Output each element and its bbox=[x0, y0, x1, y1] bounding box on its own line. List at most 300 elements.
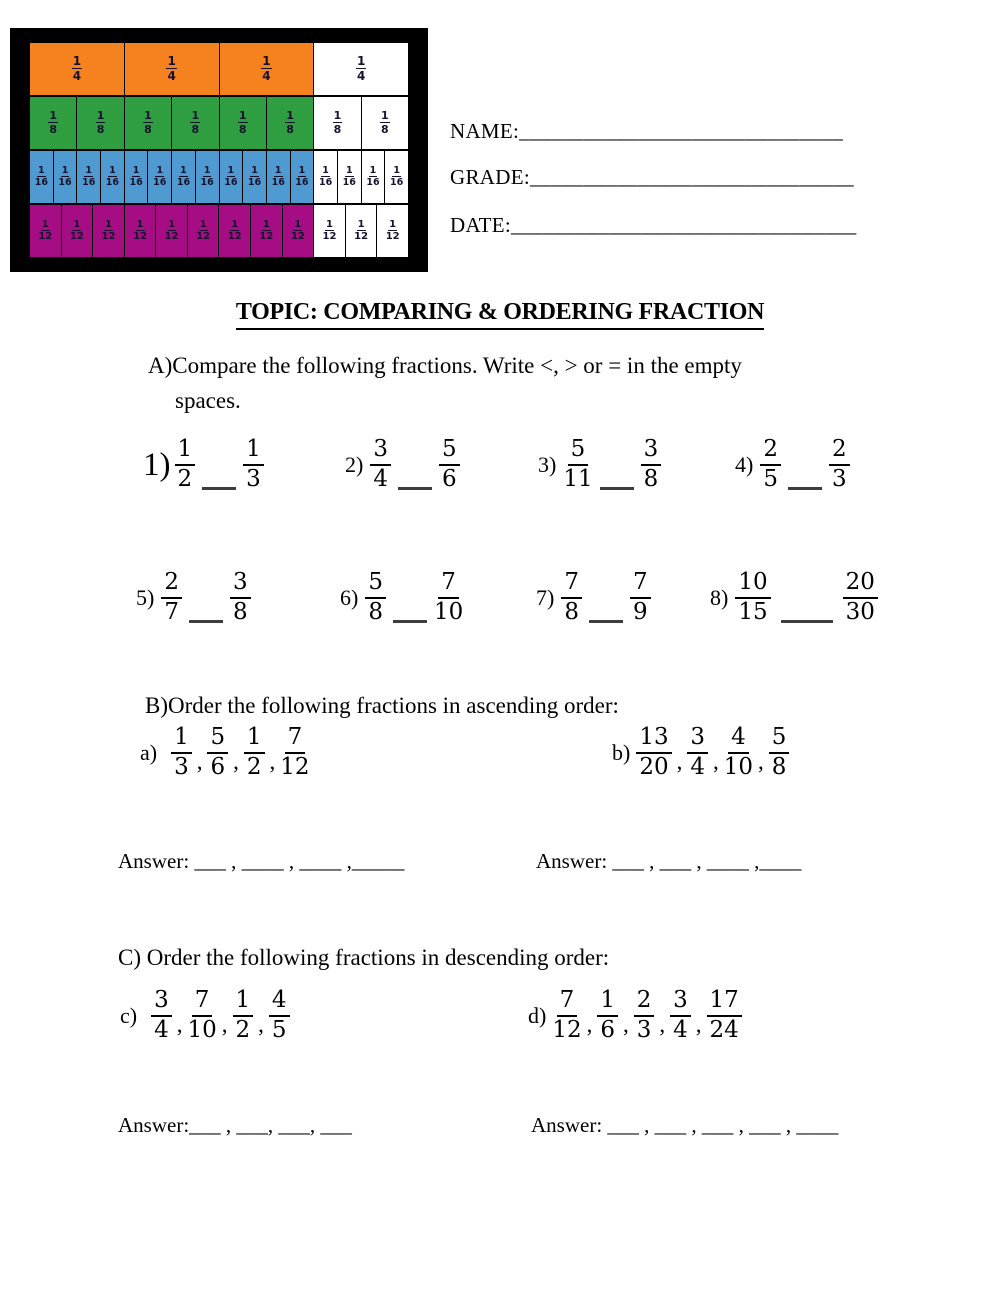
fraction bbox=[35, 166, 48, 188]
fraction-denominator: 6 bbox=[441, 466, 457, 492]
chart-cell-filled bbox=[220, 97, 267, 149]
fraction bbox=[129, 166, 142, 188]
fraction bbox=[323, 220, 337, 243]
fraction-denominator: 12 bbox=[259, 231, 274, 242]
date-field bbox=[450, 213, 857, 238]
fraction bbox=[724, 725, 753, 781]
chart-cell-empty bbox=[314, 43, 408, 95]
fraction bbox=[228, 220, 242, 243]
section-c-heading: C) Order the following fractions in descending order: bbox=[118, 945, 610, 970]
fraction-denominator: 8 bbox=[564, 599, 579, 625]
chart-cell-empty bbox=[338, 151, 362, 203]
fraction-denominator: 12 bbox=[69, 231, 84, 242]
fraction-numerator: 1 bbox=[191, 109, 200, 123]
chart-cell-filled bbox=[125, 205, 157, 257]
chart-cell-filled bbox=[30, 97, 77, 149]
fraction-numerator: 1 bbox=[85, 165, 93, 177]
fraction-numerator: 1 bbox=[298, 165, 306, 177]
chart-row-12ths bbox=[30, 203, 408, 257]
order-problem-b-label: b) bbox=[612, 740, 631, 765]
fraction-denominator: 4 bbox=[673, 1017, 688, 1043]
fraction-numerator: 4 bbox=[728, 725, 749, 754]
fraction bbox=[106, 166, 119, 188]
fraction-numerator: 2 bbox=[161, 570, 182, 599]
chart-cell-filled bbox=[267, 151, 291, 203]
chart-cell-filled bbox=[30, 151, 54, 203]
fraction-numerator: 1 bbox=[322, 165, 329, 177]
compare-problem-7 bbox=[536, 562, 651, 634]
chart-cell-filled bbox=[54, 151, 78, 203]
answer-line-d: Answer: ___ , ___ , ___ , ___ , ____ bbox=[531, 1113, 839, 1137]
fraction-denominator: 8 bbox=[380, 123, 389, 136]
fraction-denominator: 3 bbox=[831, 466, 847, 492]
fraction-denominator: 6 bbox=[600, 1017, 615, 1043]
comma-separator: , bbox=[695, 1011, 702, 1037]
fraction-denominator: 15 bbox=[738, 599, 768, 625]
fraction-denominator: 9 bbox=[632, 599, 648, 625]
fraction-denominator: 12 bbox=[101, 231, 116, 242]
comma-separator: , bbox=[269, 748, 276, 774]
fraction-denominator: 20 bbox=[639, 754, 669, 780]
compare-problem-1 bbox=[143, 429, 264, 501]
fraction-denominator: 4 bbox=[356, 69, 366, 83]
fraction bbox=[224, 166, 237, 188]
fraction-denominator: 10 bbox=[187, 1017, 217, 1043]
fraction-numerator: 13 bbox=[636, 725, 671, 754]
chart-cell-filled bbox=[101, 151, 125, 203]
answer-line-b: Answer: ___ , ___ , ____ ,____ bbox=[536, 849, 802, 873]
fraction bbox=[291, 220, 305, 243]
chart-cell-filled bbox=[220, 43, 315, 95]
fraction-denominator: 8 bbox=[771, 754, 787, 780]
fraction-denominator: 8 bbox=[96, 123, 105, 136]
chart-cell-empty bbox=[346, 205, 378, 257]
fraction bbox=[190, 110, 200, 135]
fraction-denominator: 12 bbox=[164, 231, 179, 242]
grade-line: ______________________________ bbox=[529, 165, 854, 189]
fraction-denominator: 16 bbox=[34, 177, 48, 188]
name-label: NAME: bbox=[450, 119, 520, 143]
fraction-numerator: 3 bbox=[370, 437, 391, 466]
fraction-bar-chart bbox=[10, 28, 428, 272]
fraction bbox=[243, 437, 264, 493]
fraction bbox=[261, 55, 271, 82]
comma-separator: , bbox=[713, 748, 719, 774]
fraction bbox=[670, 988, 691, 1044]
fraction-numerator: 1 bbox=[167, 54, 176, 69]
fraction-denominator: 16 bbox=[58, 177, 72, 188]
fraction-denominator: 16 bbox=[105, 177, 120, 188]
fraction-denominator: 3 bbox=[174, 754, 189, 780]
comma-separator: , bbox=[258, 1011, 264, 1037]
fraction-denominator: 2 bbox=[177, 466, 193, 492]
fraction bbox=[161, 570, 182, 626]
fraction-denominator: 12 bbox=[38, 231, 53, 242]
fraction bbox=[187, 988, 216, 1044]
chart-cell-empty bbox=[314, 205, 346, 257]
section-a-heading bbox=[148, 348, 742, 418]
fraction-numerator: 5 bbox=[769, 725, 790, 754]
fraction-denominator: 8 bbox=[368, 599, 383, 625]
fraction bbox=[687, 725, 708, 781]
fraction-denominator: 4 bbox=[167, 69, 176, 83]
fraction bbox=[201, 166, 214, 188]
fraction-numerator: 1 bbox=[356, 54, 366, 69]
fraction-numerator: 1 bbox=[286, 109, 294, 123]
fraction bbox=[38, 220, 52, 243]
fraction bbox=[165, 220, 179, 243]
fraction-numerator: 1 bbox=[168, 218, 176, 230]
fraction-denominator: 16 bbox=[176, 177, 191, 188]
fraction-numerator: 1 bbox=[251, 165, 258, 177]
problem-number: 3) bbox=[538, 452, 557, 477]
fraction-numerator: 1 bbox=[233, 988, 254, 1017]
fraction bbox=[166, 55, 176, 82]
fraction bbox=[230, 570, 251, 626]
order-problem-b bbox=[612, 720, 789, 786]
chart-cell-filled bbox=[220, 151, 244, 203]
fraction bbox=[238, 110, 248, 135]
fraction-denominator: 16 bbox=[224, 177, 238, 188]
fraction-numerator: 1 bbox=[294, 218, 302, 230]
fraction bbox=[354, 220, 368, 243]
fraction bbox=[295, 166, 308, 188]
fraction-denominator: 11 bbox=[563, 466, 593, 492]
fraction bbox=[177, 166, 190, 188]
fraction-numerator: 20 bbox=[843, 570, 878, 599]
fraction-numerator: 1 bbox=[244, 725, 265, 754]
fraction-numerator: 1 bbox=[227, 165, 235, 177]
compare-problem-6 bbox=[340, 562, 463, 634]
fraction-denominator: 16 bbox=[390, 177, 404, 188]
fraction-numerator: 7 bbox=[630, 570, 651, 599]
fraction-numerator: 3 bbox=[641, 437, 662, 466]
fraction-denominator: 12 bbox=[280, 754, 310, 780]
fraction-numerator: 4 bbox=[269, 988, 290, 1017]
fraction-numerator: 3 bbox=[151, 988, 172, 1017]
fraction bbox=[343, 166, 356, 188]
comparison-answer-blank bbox=[781, 620, 833, 623]
fraction-numerator: 1 bbox=[175, 437, 196, 466]
fraction bbox=[390, 166, 403, 188]
fraction-denominator: 8 bbox=[286, 123, 294, 136]
fraction bbox=[356, 55, 366, 82]
fraction-denominator: 16 bbox=[271, 177, 285, 188]
fraction-denominator: 16 bbox=[295, 177, 309, 188]
fraction-denominator: 4 bbox=[373, 466, 388, 492]
fraction bbox=[365, 570, 386, 626]
fraction-numerator: 1 bbox=[380, 109, 389, 123]
fraction-numerator: 3 bbox=[230, 570, 251, 599]
chart-cell-filled bbox=[172, 97, 219, 149]
comparison-answer-blank bbox=[398, 487, 432, 490]
fraction bbox=[48, 110, 58, 135]
fraction-numerator: 1 bbox=[72, 54, 82, 69]
fraction-denominator: 12 bbox=[290, 231, 305, 242]
grade-field bbox=[450, 165, 854, 190]
fraction bbox=[769, 725, 790, 781]
fraction bbox=[151, 988, 172, 1044]
fraction-denominator: 16 bbox=[247, 177, 262, 188]
fraction bbox=[269, 988, 290, 1044]
fraction bbox=[259, 220, 273, 243]
fraction bbox=[58, 166, 71, 188]
fraction-numerator: 1 bbox=[136, 218, 144, 230]
fraction bbox=[634, 988, 655, 1044]
compare-problem-5 bbox=[136, 562, 251, 634]
fraction-denominator: 16 bbox=[129, 177, 143, 188]
chart-cell-filled bbox=[77, 97, 124, 149]
fraction bbox=[636, 725, 671, 781]
section-b-heading: B)Order the following fractions in ascending order: bbox=[145, 693, 619, 718]
chart-cell-filled bbox=[156, 205, 188, 257]
fraction-numerator: 17 bbox=[707, 988, 742, 1017]
chart-cell-filled bbox=[30, 43, 125, 95]
chart-cell-empty bbox=[362, 97, 408, 149]
fraction-denominator: 5 bbox=[271, 1017, 287, 1043]
fraction-denominator: 16 bbox=[82, 177, 96, 188]
fraction-denominator: 8 bbox=[643, 466, 659, 492]
fraction bbox=[196, 220, 210, 243]
problem-number: 5) bbox=[136, 585, 155, 610]
chart-cell-filled bbox=[188, 205, 220, 257]
fraction-denominator: 6 bbox=[210, 754, 226, 780]
fraction-denominator: 16 bbox=[366, 177, 380, 188]
fraction-denominator: 8 bbox=[232, 599, 248, 625]
fraction bbox=[319, 166, 332, 188]
fraction bbox=[760, 437, 781, 493]
fraction bbox=[233, 988, 254, 1044]
comma-separator: , bbox=[623, 1011, 629, 1037]
chart-cell-filled bbox=[93, 205, 125, 257]
chart-cell-empty bbox=[377, 205, 408, 257]
fraction bbox=[72, 55, 82, 82]
fraction-chart-grid bbox=[30, 43, 408, 257]
order-problem-d-label: d) bbox=[528, 1003, 547, 1028]
comma-separator: , bbox=[659, 1011, 666, 1037]
comparison-answer-blank bbox=[189, 620, 223, 623]
fraction-denominator: 24 bbox=[709, 1017, 739, 1043]
fraction-denominator: 8 bbox=[238, 123, 247, 136]
fraction bbox=[101, 220, 115, 243]
order-problem-a bbox=[140, 720, 310, 786]
fraction bbox=[153, 166, 166, 188]
comparison-answer-blank bbox=[788, 487, 822, 490]
fraction-denominator: 12 bbox=[133, 231, 147, 242]
fraction-numerator: 1 bbox=[238, 109, 247, 123]
fraction-numerator: 1 bbox=[333, 109, 342, 123]
fraction bbox=[707, 988, 742, 1044]
chart-cell-filled bbox=[172, 151, 196, 203]
chart-row-4ths bbox=[30, 43, 408, 95]
chart-cell-empty bbox=[314, 151, 338, 203]
grade-label: GRADE: bbox=[450, 165, 530, 189]
fraction-numerator: 5 bbox=[207, 725, 228, 754]
fraction-numerator: 5 bbox=[439, 437, 460, 466]
fraction-numerator: 1 bbox=[38, 165, 45, 177]
fraction bbox=[563, 437, 592, 493]
fraction-numerator: 1 bbox=[104, 218, 112, 230]
chart-cell-filled bbox=[148, 151, 172, 203]
fraction-numerator: 1 bbox=[171, 725, 192, 754]
compare-problem-8 bbox=[710, 562, 878, 634]
fraction-numerator: 1 bbox=[180, 165, 187, 177]
fraction-numerator: 1 bbox=[109, 165, 116, 177]
chart-cell-filled bbox=[283, 205, 315, 257]
comma-separator: , bbox=[586, 1011, 593, 1037]
section-a-heading-line2: spaces. bbox=[175, 388, 241, 413]
fraction bbox=[285, 110, 295, 135]
fraction-numerator: 10 bbox=[735, 570, 770, 599]
fraction-denominator: 2 bbox=[235, 1017, 251, 1043]
fraction-denominator: 3 bbox=[246, 466, 261, 492]
fraction bbox=[207, 725, 228, 781]
fraction-denominator: 5 bbox=[763, 466, 778, 492]
comparison-answer-blank bbox=[202, 487, 236, 490]
comparison-answer-blank bbox=[393, 620, 427, 623]
chart-cell-filled bbox=[251, 205, 283, 257]
fraction-denominator: 16 bbox=[318, 177, 333, 188]
fraction bbox=[244, 725, 265, 781]
problem-number: 6) bbox=[340, 585, 359, 610]
fraction-numerator: 7 bbox=[438, 570, 459, 599]
order-problem-c bbox=[120, 983, 290, 1049]
comma-separator: , bbox=[221, 1011, 228, 1037]
worksheet-title bbox=[0, 299, 1000, 330]
comma-separator: , bbox=[176, 1011, 183, 1037]
fraction-denominator: 2 bbox=[246, 754, 262, 780]
fraction-numerator: 1 bbox=[144, 109, 152, 123]
fraction bbox=[248, 166, 261, 188]
chart-cell-filled bbox=[243, 151, 267, 203]
fraction bbox=[380, 110, 390, 135]
fraction bbox=[386, 220, 400, 243]
fraction bbox=[366, 166, 379, 188]
fraction bbox=[133, 220, 147, 243]
chart-row-8ths bbox=[30, 95, 408, 149]
order-problem-d bbox=[528, 983, 742, 1049]
fraction-denominator: 30 bbox=[845, 599, 875, 625]
fraction-numerator: 1 bbox=[41, 218, 49, 230]
fraction-denominator: 8 bbox=[144, 123, 152, 136]
fraction-numerator: 5 bbox=[365, 570, 386, 599]
date-line: ________________________________ bbox=[511, 213, 857, 237]
fraction-numerator: 1 bbox=[597, 988, 618, 1017]
fraction bbox=[641, 437, 662, 493]
worksheet-title-text: TOPIC: COMPARING & ORDERING FRACTION bbox=[236, 299, 764, 330]
fraction-denominator: 4 bbox=[154, 1017, 169, 1043]
problem-number: 2) bbox=[345, 452, 364, 477]
fraction-denominator: 12 bbox=[196, 231, 211, 242]
section-a-heading-line1: A)Compare the following fractions. Write <, > or = in the empty bbox=[148, 353, 742, 378]
fraction-numerator: 7 bbox=[557, 988, 578, 1017]
fraction bbox=[735, 570, 770, 626]
fraction-denominator: 12 bbox=[385, 231, 400, 242]
chart-cell-filled bbox=[125, 43, 220, 95]
problem-number: 1) bbox=[143, 446, 171, 483]
fraction bbox=[552, 988, 581, 1044]
order-problem-a-label: a) bbox=[140, 740, 158, 765]
fraction bbox=[630, 570, 651, 626]
chart-cell-filled bbox=[77, 151, 101, 203]
compare-problem-4 bbox=[735, 429, 850, 501]
fraction-numerator: 1 bbox=[243, 437, 264, 466]
fraction-denominator: 12 bbox=[354, 231, 369, 242]
fraction-numerator: 5 bbox=[568, 437, 589, 466]
fraction bbox=[829, 437, 850, 493]
problem-number: 8) bbox=[710, 585, 729, 610]
fraction-denominator: 16 bbox=[200, 177, 214, 188]
fraction-denominator: 4 bbox=[690, 754, 705, 780]
fraction-numerator: 7 bbox=[192, 988, 213, 1017]
order-problem-c-fractions bbox=[151, 988, 289, 1044]
problem-number: 4) bbox=[735, 452, 754, 477]
answer-line-c: Answer:___ , ___, ___, ___ bbox=[118, 1113, 352, 1137]
fraction bbox=[370, 437, 391, 493]
chart-cell-filled bbox=[267, 97, 314, 149]
fraction-numerator: 1 bbox=[132, 165, 140, 177]
fraction bbox=[333, 110, 343, 135]
chart-cell-empty bbox=[362, 151, 386, 203]
fraction-numerator: 1 bbox=[389, 218, 397, 230]
fraction bbox=[597, 988, 618, 1044]
chart-cell-empty bbox=[385, 151, 408, 203]
fraction-numerator: 1 bbox=[199, 218, 207, 230]
fraction-denominator: 16 bbox=[342, 177, 356, 188]
fraction-denominator: 8 bbox=[333, 123, 342, 136]
compare-problem-3 bbox=[538, 429, 661, 501]
fraction-numerator: 7 bbox=[561, 570, 582, 599]
fraction-numerator: 1 bbox=[96, 109, 105, 123]
fraction-numerator: 1 bbox=[326, 218, 333, 230]
fraction-numerator: 1 bbox=[262, 54, 271, 69]
fraction-numerator: 1 bbox=[262, 218, 270, 230]
fraction bbox=[171, 725, 192, 781]
fraction bbox=[434, 570, 463, 626]
fraction-denominator: 8 bbox=[191, 123, 200, 136]
fraction-denominator: 8 bbox=[49, 123, 58, 136]
fraction-denominator: 7 bbox=[164, 599, 179, 625]
chart-cell-filled bbox=[291, 151, 315, 203]
fraction bbox=[82, 166, 95, 188]
fraction-numerator: 1 bbox=[49, 109, 58, 123]
fraction bbox=[272, 166, 285, 188]
fraction-denominator: 12 bbox=[322, 231, 337, 242]
fraction-denominator: 16 bbox=[153, 177, 167, 188]
chart-cell-filled bbox=[196, 151, 220, 203]
chart-cell-filled bbox=[125, 97, 172, 149]
fraction-numerator: 2 bbox=[760, 437, 781, 466]
chart-cell-filled bbox=[62, 205, 94, 257]
fraction bbox=[96, 110, 106, 135]
fraction-denominator: 12 bbox=[552, 1017, 582, 1043]
order-problem-a-fractions bbox=[171, 725, 309, 781]
fraction bbox=[143, 110, 153, 135]
order-problem-b-fractions bbox=[636, 725, 789, 781]
fraction-numerator: 3 bbox=[670, 988, 691, 1017]
comma-separator: , bbox=[196, 748, 203, 774]
order-problem-c-label: c) bbox=[120, 1003, 138, 1028]
fraction-numerator: 1 bbox=[73, 218, 81, 230]
fraction bbox=[561, 570, 582, 626]
compare-problem-2 bbox=[345, 429, 460, 501]
fraction-denominator: 3 bbox=[636, 1017, 652, 1043]
fraction-numerator: 1 bbox=[274, 165, 282, 177]
fraction-numerator: 1 bbox=[61, 165, 69, 177]
comma-separator: , bbox=[758, 748, 764, 774]
fraction bbox=[175, 437, 196, 493]
fraction-numerator: 1 bbox=[369, 165, 377, 177]
